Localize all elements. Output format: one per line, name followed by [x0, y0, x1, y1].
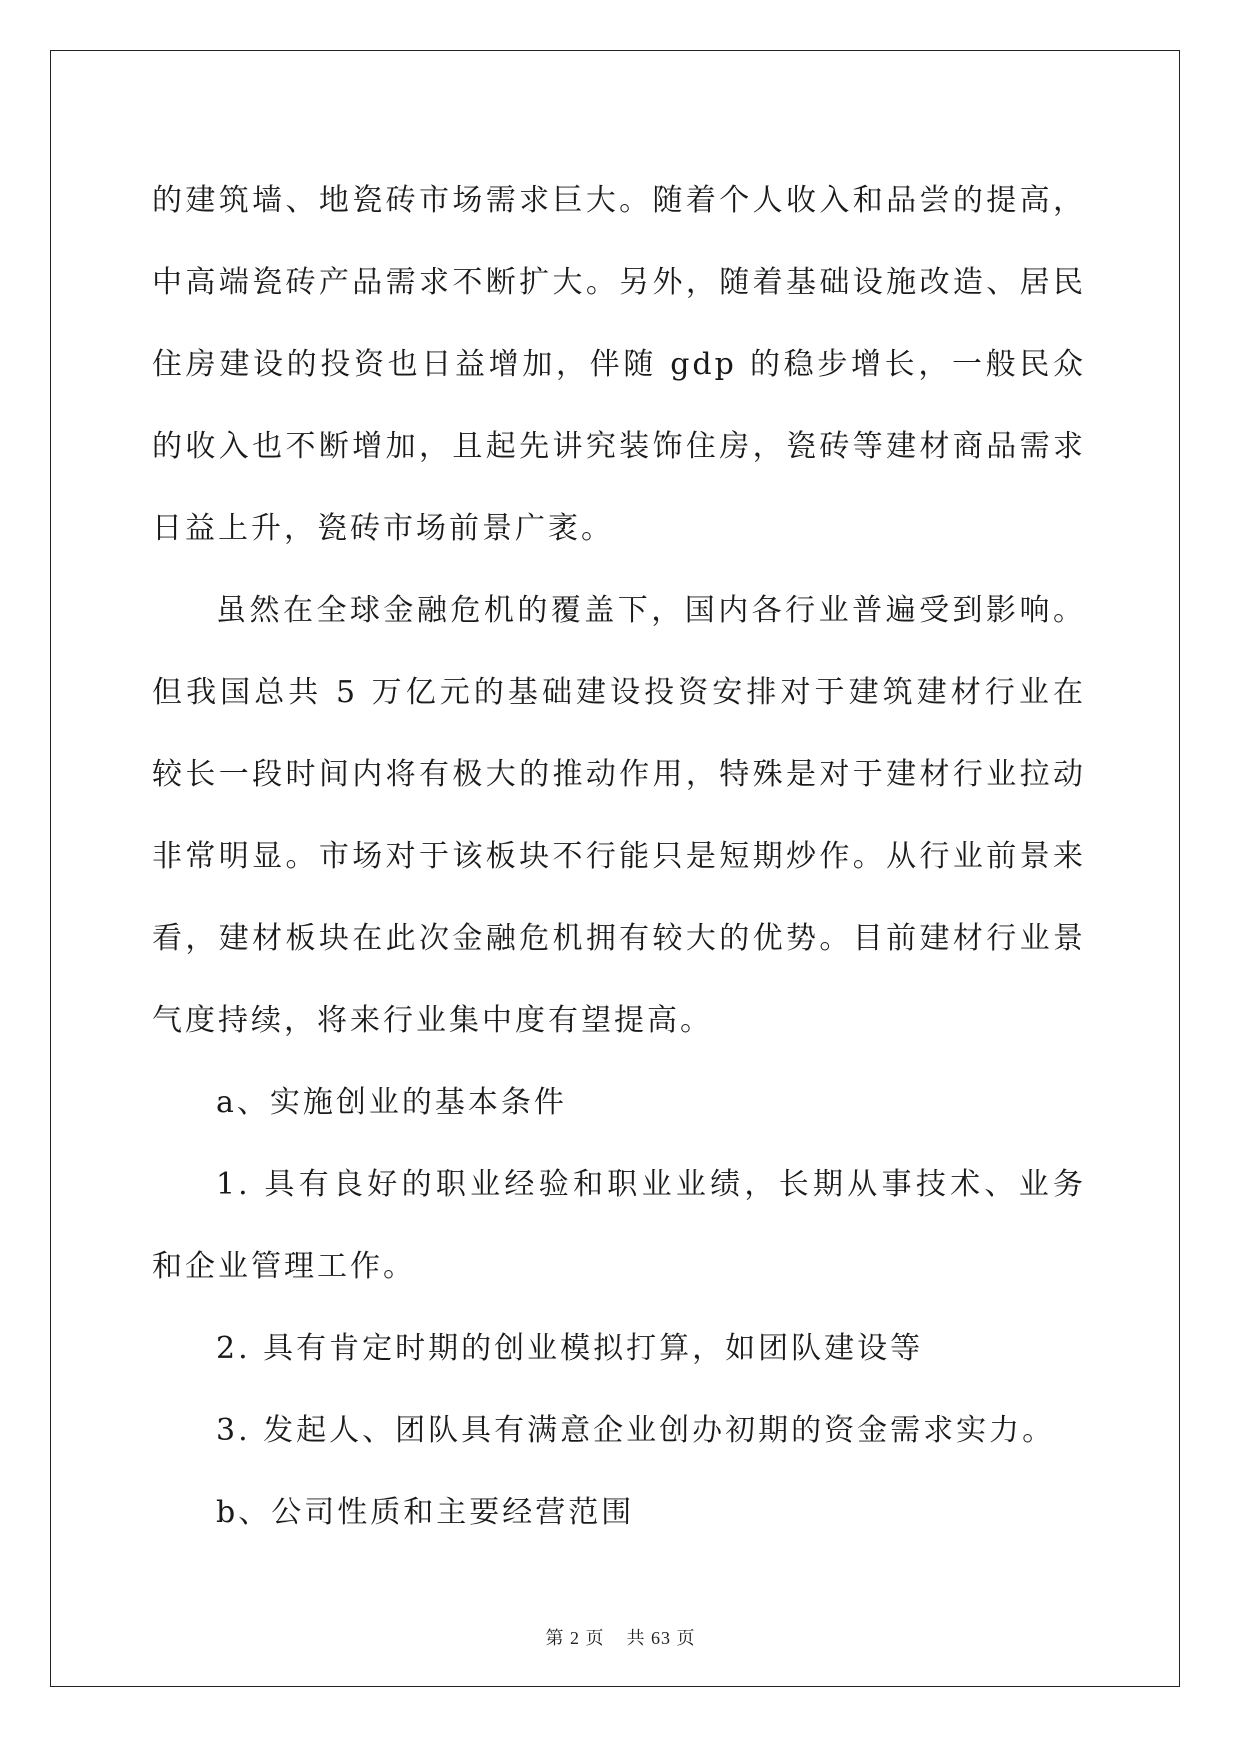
- section-heading-company-nature: b、公司性质和主要经营范围: [216, 1495, 635, 1530]
- page-footer: [0, 1624, 1241, 1650]
- paragraph-financial-crisis: 虽然在全球金融危机的覆盖下，国内各行业普遍受到影响。但我国总共 5 万亿元的基础建设投资安排对于建筑建材行业在较长一段时间内将有极大的推动作用，特殊是对于建材行业拉动非常明显。市场对于该板块不行能只是短期炒作。从行业前景来看，建材板块在此次金融危机拥有较大的优势。目前建材行业景气度持续，将来行业集中度有望提高。: [152, 593, 1086, 1038]
- list-item-condition-1: 1. 具有良好的职业经验和职业业绩，长期从事技术、业务和企业管理工作。: [152, 1167, 1086, 1284]
- section-heading-basic-conditions: a、实施创业的基本条件: [216, 1085, 567, 1120]
- page-number: 第 2 页: [545, 1628, 605, 1648]
- document-body: [152, 160, 1086, 1554]
- page-total: 共 63 页: [626, 1628, 696, 1648]
- paragraph-market-demand: 的建筑墙、地瓷砖市场需求巨大。随着个人收入和品尝的提高，中高端瓷砖产品需求不断扩大。另外，随着基础设施改造、居民住房建设的投资也日益增加，伴随 gdp 的稳步增长，一般民众的收入也不断增加，且起先讲究装饰住房，瓷砖等建材商品需求日益上升，瓷砖市场前景广袤。: [152, 183, 1086, 546]
- list-item-condition-3: 3. 发起人、团队具有满意企业创办初期的资金需求实力。: [216, 1413, 1056, 1448]
- list-item-condition-2: 2. 具有肯定时期的创业模拟打算，如团队建设等: [216, 1331, 924, 1366]
